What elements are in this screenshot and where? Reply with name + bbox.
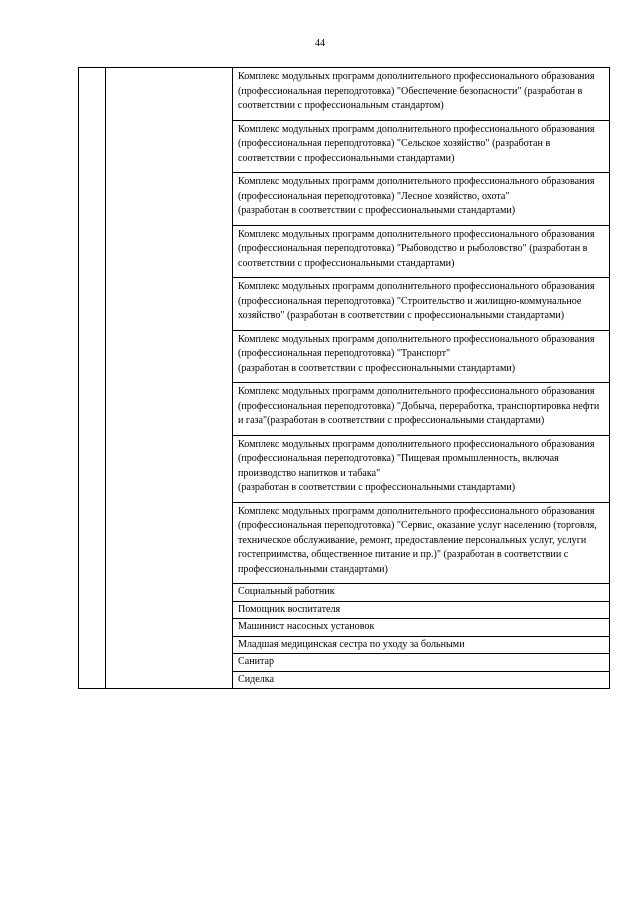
program-cell xyxy=(233,278,610,331)
program-cell xyxy=(233,330,610,383)
program-text: Комплекс модульных программ дополнительного профессионального образования (профессиональная переподготовка) "Транспорт" (разработан в соответствии с профессиональными стандартами) xyxy=(238,333,595,374)
program-cell xyxy=(233,502,610,584)
program-cell xyxy=(233,435,610,502)
program-text: Комплекс модульных программ дополнительного профессионального образования (профессиональная переподготовка) "Обеспечение безопасности" (разработан в соответствии с профессиональным стандартом) xyxy=(238,71,595,111)
program-cell xyxy=(233,383,610,436)
profession-cell xyxy=(233,619,610,637)
program-cell xyxy=(233,225,610,278)
profession-text: Младшая медицинская сестра по уходу за больными xyxy=(238,638,465,650)
profession-cell xyxy=(233,584,610,602)
profession-text: Помощник воспитателя xyxy=(238,603,341,615)
profession-cell xyxy=(233,654,610,672)
program-text: Комплекс модульных программ дополнительного профессионального образования (профессиональная переподготовка) "Пищевая промышленность, включая производство напитков и табака" (разработан в соответствии с профессиональными стандартами) xyxy=(238,438,595,493)
program-cell xyxy=(233,120,610,173)
profession-text: Санитар xyxy=(238,656,275,667)
profession-cell xyxy=(233,601,610,619)
program-cell xyxy=(233,68,610,121)
program-text: Комплекс модульных программ дополнительного профессионального образования (профессиональная переподготовка) "Сельское хозяйство" (разработан в соответствии с профессиональными стандартами) xyxy=(238,123,595,164)
profession-cell xyxy=(233,671,610,689)
program-cell xyxy=(233,173,610,226)
program-text: Комплекс модульных программ дополнительного профессионального образования (профессиональная переподготовка) "Добыча, переработка, транспортировка нефти и газа"(разработан в соответствии с профессиональными стандартами) xyxy=(238,386,600,426)
program-text: Комплекс модульных программ дополнительного профессионального образования (профессиональная переподготовка) "Сервис, оказание услуг населению (торговля, техническое обслуживание, ремонт, предоставление персональных услуг, услуги гостеприимства, общественное питание и пр.)" (разработан в соответствии с профессиональными стандартами) xyxy=(238,505,597,575)
number-column-cell xyxy=(79,68,106,689)
program-text: Комплекс модульных программ дополнительного профессионального образования (профессиональная переподготовка) "Рыбоводство и рыболовство" (разработан в соответствии с профессиональными стандартами) xyxy=(238,228,595,269)
table-row xyxy=(79,68,610,121)
programs-table xyxy=(78,67,610,689)
category-column-cell xyxy=(106,68,233,689)
profession-text: Сиделка xyxy=(238,673,275,685)
profession-text: Машинист насосных установок xyxy=(238,621,375,632)
profession-cell xyxy=(233,636,610,654)
page-number: 44 xyxy=(315,38,325,49)
program-text: Комплекс модульных программ дополнительного профессионального образования (профессиональная переподготовка) "Лесное хозяйство, охота" (разработан в соответствии с профессиональными стандартами) xyxy=(238,176,595,216)
program-text: Комплекс модульных программ дополнительного профессионального образования (профессиональная переподготовка) "Строительство и жилищно-коммунальное хозяйство" (разработан в соответствии с профессиональными стандартами) xyxy=(238,281,595,321)
profession-text: Социальный работник xyxy=(238,586,335,597)
